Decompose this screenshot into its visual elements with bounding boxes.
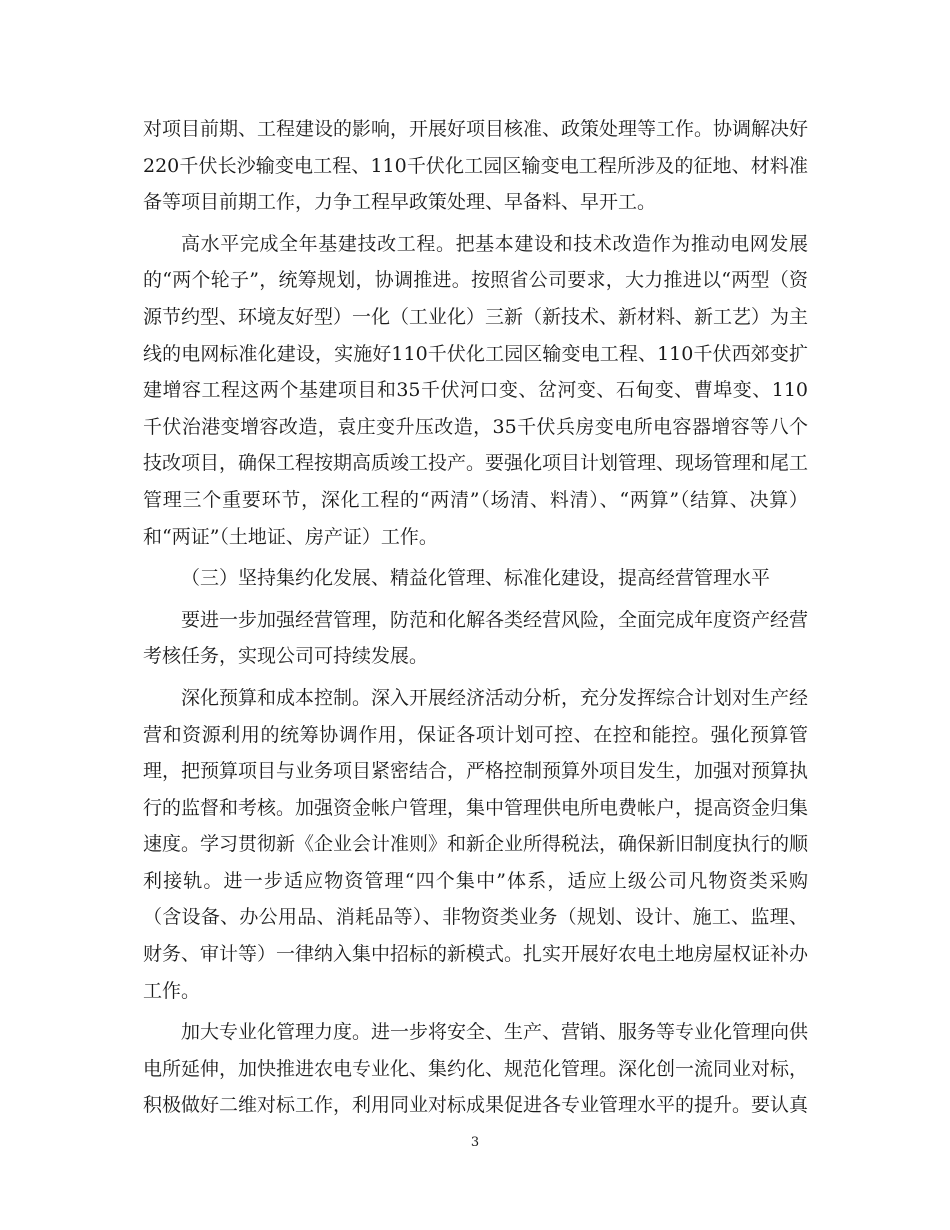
section-heading: （三）坚持集约化发展、精益化管理、标准化建设，提高经营管理水平 bbox=[181, 567, 771, 590]
paragraph-budget-control: 深化预算和成本控制。深入开展经济活动分析，充分发挥综合计划对生产经营和资源利用的统筹协调作用，保证各项计划可控、在控和能控。强化预算管理，把预算项目与业务项目紧密结合，严格控制预算外项目发生，加强对预算执行的监督和考核。加强资金帐户管理，集中管理供电所电费帐户，提高资金归集速度。学习贯彻新《企业会计准则》和新企业所得税法，确保新旧制度执行的顺利接轨。进一步适应物资管理“四个集中”体系，适应上级公司凡物资类采购（含设备、办公用品、消耗品等）、非物资类业务（规划、设计、施工、监理、财务、审计等）一律纳入集中招标的新模式。扎实开展好农电土地房屋权证补办工作。 bbox=[143, 686, 809, 1002]
page-number: 3 bbox=[470, 1135, 480, 1150]
paragraph-management-intro: 要进一步加强经营管理，防范和化解各类经营风险，全面完成年度资产经营考核任务，实现公司可持续发展。 bbox=[143, 608, 809, 668]
paragraph-specialization: 加大专业化管理力度。进一步将安全、生产、营销、服务等专业化管理向供电所延伸，加快推进农电专业化、集约化、规范化管理。深化创一流同业对标，积极做好二维对标工作，利用同业对标成果促进各专业管理水平的提升。要认真 bbox=[143, 1021, 809, 1117]
document-body bbox=[143, 111, 808, 1129]
paragraph-infrastructure: 高水平完成全年基建技改工程。把基本建设和技术改造作为推动电网发展的“两个轮子”，统筹规划，协调推进。按照省公司要求，大力推进以“两型（资源节约型、环境友好型）一化（工业化）三新（新技术、新材料、新工艺）为主线的电网标准化建设，实施好110千伏化工园区输变电工程、110千伏西郊变扩建增容工程这两个基建项目和35千伏河口变、岔河变、石甸变、曹埠变、110千伏治港变增容改造，袁庄变升压改造，35千伏兵房变电所电容器增容等八个技改项目，确保工程按期高质竣工投产。要强化项目计划管理、现场管理和尾工管理三个重要环节，深化工程的“两清”（场清、料清）、“两算”（结算、决算）和“两证”（土地证、房产证）工作。 bbox=[143, 232, 809, 548]
paragraph-continuation: 对项目前期、工程建设的影响，开展好项目核准、政策处理等工作。协调解决好220千伏长沙输变电工程、110千伏化工园区输变电工程所涉及的征地、材料准备等项目前期工作，力争工程早政策处理、早备料、早开工。 bbox=[143, 118, 809, 214]
